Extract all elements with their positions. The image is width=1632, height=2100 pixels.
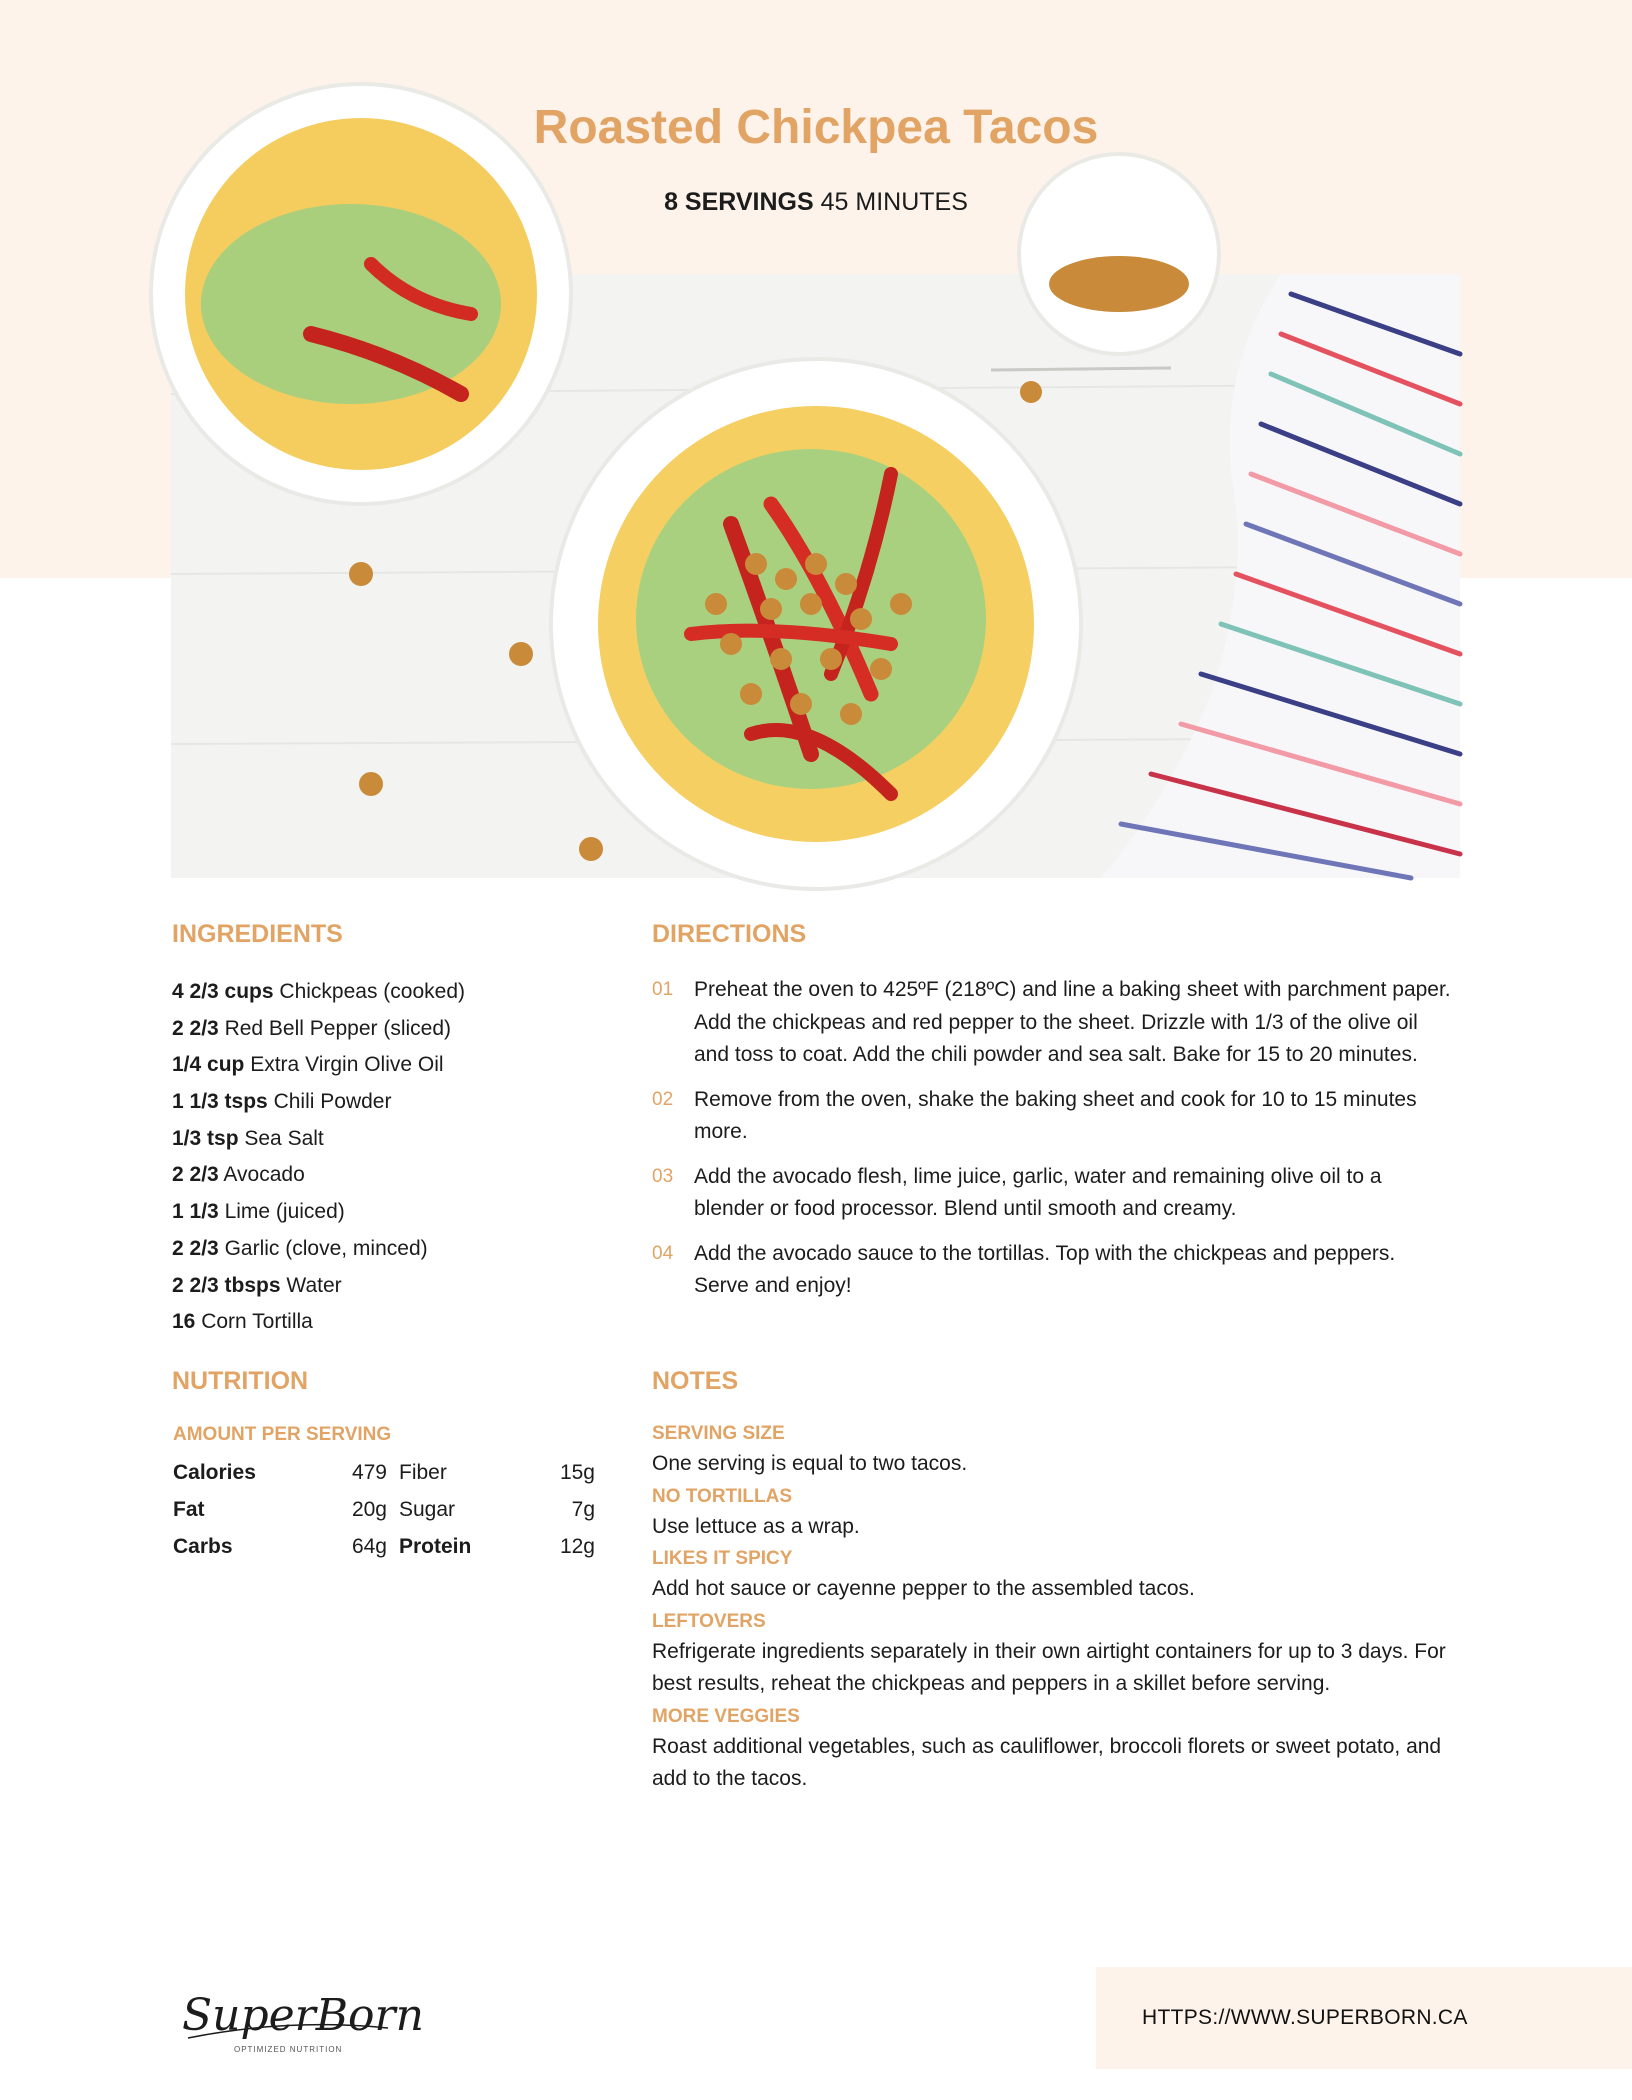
hero-photo bbox=[171, 274, 1460, 878]
nutrition-subheading: AMOUNT PER SERVING bbox=[173, 1424, 392, 1445]
ingredient-qty: 2 2/3 bbox=[172, 1163, 219, 1187]
ingredient-name: Avocado bbox=[223, 1163, 305, 1187]
recipe-title: Roasted Chickpea Tacos bbox=[533, 101, 1099, 154]
note-text: One serving is equal to two tacos. bbox=[652, 1452, 968, 1475]
ingredient-name: Chili Powder bbox=[273, 1090, 392, 1114]
logo-tagline: OPTIMIZED NUTRITION bbox=[234, 2045, 343, 2054]
ingredient-qty: 4 2/3 cups bbox=[172, 980, 274, 1003]
ingredient-item bbox=[172, 1047, 612, 1084]
nutrient-label: Carbs bbox=[173, 1534, 233, 1558]
ingredient-item bbox=[172, 974, 612, 1011]
note-text: Add hot sauce or cayenne pepper to the assembled tacos. bbox=[652, 1577, 1195, 1600]
step-number: 03 bbox=[652, 1165, 674, 1187]
ingredient-qty: 2 2/3 bbox=[172, 1016, 219, 1040]
directions-list bbox=[652, 974, 1452, 1315]
servings-count: 8 SERVINGS bbox=[664, 188, 814, 216]
table-row bbox=[173, 1492, 595, 1529]
nutrient-label: Calories bbox=[173, 1461, 256, 1485]
nutrient-value: 15g bbox=[559, 1461, 595, 1485]
ingredient-qty: 1/3 tsp bbox=[172, 1126, 239, 1150]
note-text: Use lettuce as a wrap. bbox=[652, 1514, 860, 1538]
note-title: SERVING SIZE bbox=[652, 1423, 785, 1444]
nutrient-label: Fat bbox=[173, 1498, 205, 1522]
note-text: Roast additional vegetables, such as cauliflower, broccoli florets or sweet potato, and add to the tacos. bbox=[652, 1734, 1442, 1790]
ingredient-name: Garlic (clove, minced) bbox=[224, 1236, 428, 1260]
step-text: Remove from the oven, shake the baking sheet and cook for 10 to 15 minutes more. bbox=[694, 1087, 1417, 1143]
ingredients-heading: INGREDIENTS bbox=[172, 920, 343, 948]
ingredient-name: Corn Tortilla bbox=[201, 1310, 313, 1334]
table-row bbox=[173, 1528, 595, 1565]
nutrient-value: 7g bbox=[571, 1498, 595, 1522]
superborn-logo bbox=[178, 1968, 424, 2064]
ingredient-name: Extra Virgin Olive Oil bbox=[250, 1053, 444, 1077]
ingredient-item bbox=[172, 1121, 612, 1158]
step-number: 04 bbox=[652, 1242, 674, 1264]
step-text: Preheat the oven to 425ºF (218ºC) and line a baking sheet with parchment paper. Add the chickpeas and red pepper to the sheet. Drizzle with 1/3 of the olive oil and toss to coat. Add the chili powder and sea salt. Bake for 15 to 20 minutes. bbox=[694, 978, 1451, 1066]
step-text: Add the avocado sauce to the tortillas. Top with the chickpeas and peppers. Serve and enjoy! bbox=[694, 1241, 1396, 1297]
ingredient-name: Water bbox=[286, 1273, 342, 1297]
nutrient-label: Fiber bbox=[399, 1461, 447, 1485]
step-number: 02 bbox=[652, 1088, 674, 1110]
logo-script: SuperBorn bbox=[182, 1990, 424, 2041]
nutrient-value: 12g bbox=[559, 1534, 595, 1558]
ingredients-list bbox=[172, 974, 612, 1341]
notes-heading: NOTES bbox=[652, 1367, 739, 1395]
direction-step bbox=[652, 1084, 1452, 1149]
ingredient-item bbox=[172, 1304, 612, 1341]
ingredient-item bbox=[172, 1231, 612, 1268]
table-row bbox=[173, 1455, 595, 1492]
nutrition-heading: NUTRITION bbox=[172, 1367, 309, 1395]
nutrient-value: 20g bbox=[351, 1498, 387, 1522]
ingredient-item bbox=[172, 1084, 612, 1121]
notes-section bbox=[652, 1420, 1452, 1798]
note-title: NO TORTILLAS bbox=[652, 1485, 793, 1507]
nutrient-label: Sugar bbox=[399, 1498, 456, 1522]
step-text: Add the avocado flesh, lime juice, garlic, water and remaining olive oil to a blender or food processor. Blend until smooth and creamy. bbox=[694, 1164, 1382, 1220]
direction-step bbox=[652, 1161, 1452, 1226]
note-text: Refrigerate ingredients separately in their own airtight containers for up to 3 days. For best results, reheat the chickpeas and peppers in a skillet before serving. bbox=[652, 1639, 1446, 1695]
ingredient-item bbox=[172, 1194, 612, 1231]
tacos-illustration bbox=[171, 274, 1460, 878]
ingredient-name: Chickpeas (cooked) bbox=[279, 980, 465, 1003]
website-link[interactable]: HTTPS://WWW.SUPERBORN.CA bbox=[1142, 2006, 1468, 2029]
footer-url-box bbox=[1096, 1967, 1632, 2069]
nutrient-value: 64g bbox=[351, 1534, 387, 1558]
ingredient-qty: 1/4 cup bbox=[172, 1053, 245, 1077]
direction-step bbox=[652, 974, 1452, 1072]
step-number: 01 bbox=[652, 979, 674, 1000]
direction-step bbox=[652, 1238, 1452, 1303]
prep-time: 45 MINUTES bbox=[820, 188, 968, 216]
ingredient-name: Sea Salt bbox=[244, 1126, 324, 1150]
ingredient-name: Red Bell Pepper (sliced) bbox=[224, 1016, 451, 1040]
note-title: LIKES IT SPICY bbox=[652, 1548, 793, 1569]
nutrient-value: 479 bbox=[351, 1461, 387, 1485]
nutrition-table bbox=[173, 1455, 595, 1565]
nutrient-label: Protein bbox=[399, 1534, 472, 1558]
note-title: LEFTOVERS bbox=[652, 1610, 766, 1632]
directions-heading: DIRECTIONS bbox=[652, 920, 807, 948]
ingredient-qty: 1 1/3 tsps bbox=[172, 1090, 268, 1114]
ingredient-qty: 1 1/3 bbox=[172, 1200, 219, 1224]
ingredient-item bbox=[172, 1157, 612, 1194]
ingredient-item bbox=[172, 1268, 612, 1305]
ingredient-qty: 2 2/3 bbox=[172, 1236, 219, 1260]
ingredient-qty: 2 2/3 tbsps bbox=[172, 1273, 281, 1297]
ingredient-item bbox=[172, 1011, 612, 1048]
ingredient-name: Lime (juiced) bbox=[224, 1200, 345, 1224]
ingredient-qty: 16 bbox=[172, 1310, 196, 1334]
note-title: MORE VEGGIES bbox=[652, 1705, 800, 1727]
